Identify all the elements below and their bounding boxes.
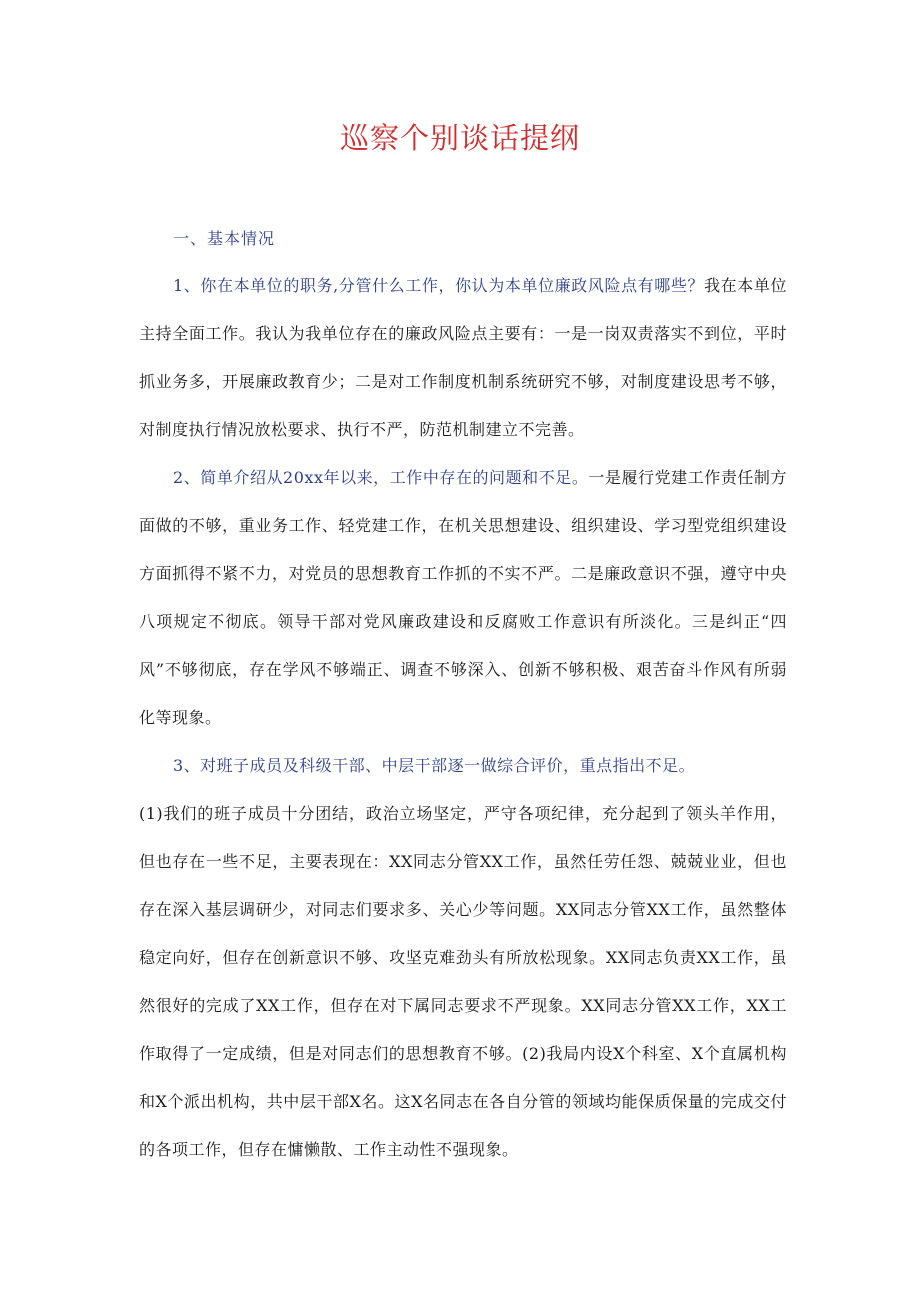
question-2: 2、简单介绍从20xx年以来，工作中存在的问题和不足。: [173, 468, 589, 487]
question-1: 1、你在本单位的职务,分管什么工作，你认为本单位廉政风险点有哪些？: [173, 276, 705, 295]
section-heading: 一、基本情况: [173, 229, 276, 248]
answer-1: 我在本单位主持全面工作。我认为我单位存在的廉政风险点主要有：一是一岗双责落实不到位，平时抓业务多，开展廉政教育少；二是对工作制度机制系统研究不够，对制度建设思考不够，对制度执行情况放松要求、执行不严，防范机制建立不完善。: [139, 276, 787, 439]
paragraph-item-3: [139, 742, 787, 790]
paragraph-item-3-detail: (1)我们的班子成员十分团结，政治立场坚定，严守各项纪律，充分起到了领头羊作用，但也存在一些不足，主要表现在：XX同志分管XX工作，虽然任劳任怨、兢兢业业，但也存在深入基层调研少，对同志们要求多、关心少等问题。XX同志分管XX工作，虽然整体稳定向好，但存在创新意识不够、攻坚克难劲头有所放松现象。XX同志负责XX工作，虽然很好的完成了XX工作，但存在对下属同志要求不严现象。XX同志分管XX工作，XX工作取得了一定成绩，但是对同志们的思想教育不够。(2)我局内设X个科室、X个直属机构和X个派出机构，共中层干部X名。这X名同志在各自分管的领域均能保质保量的完成交付的各项工作，但存在慵懒散、工作主动性不强现象。: [139, 804, 787, 1159]
document-body: [139, 218, 787, 1174]
document-title: 巡察个别谈话提纲: [339, 121, 580, 155]
paragraph-item-1: [139, 262, 787, 454]
paragraph-item-2: [139, 454, 787, 742]
question-3: 3、对班子成员及科级干部、中层干部逐一做综合评价，重点指出不足。: [173, 756, 696, 775]
answer-2: 一是履行党建工作责任制方面做的不够，重业务工作、轻党建工作，在机关思想建设、组织建设、学习型党组织建设方面抓得不紧不力，对党员的思想教育工作抓的不实不严。二是廉政意识不强，遵守中央八项规定不彻底。领导干部对党风廉政建设和反腐败工作意识有所淡化。三是纠正“四风”不够彻底，存在学风不够端正、调查不够深入、创新不够积极、艰苦奋斗作风有所弱化等现象。: [139, 468, 787, 727]
